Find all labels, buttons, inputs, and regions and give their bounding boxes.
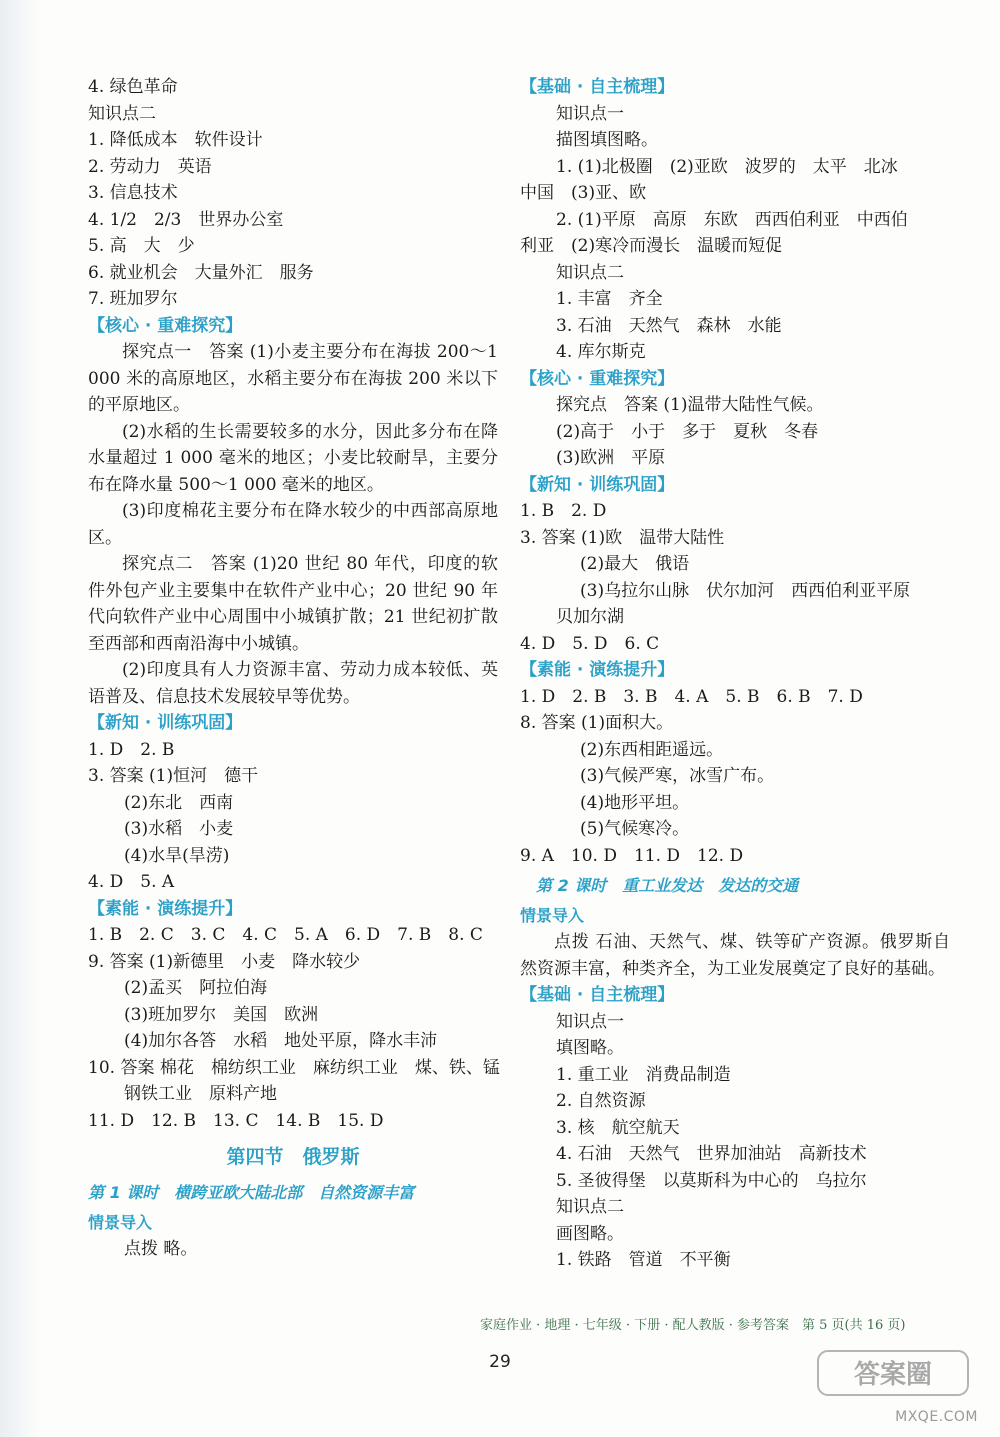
answer-line: 1. B 2. C 3. C 4. C 5. A 6. D 7. B 8. C [88, 925, 483, 945]
answer-line: 2. 劳动力 英语 [88, 156, 212, 177]
answer-line: 8. 答案 (1)面积大。 [520, 713, 674, 733]
answer-line: 1. 铁路 管道 不平衡 [556, 1250, 731, 1270]
answer-line: 1. (1)北极圈 (2)亚欧 波罗的 太平 北冰 [556, 156, 898, 177]
scan-edge-shading [0, 0, 40, 1437]
answer-paragraph: 点拨 石油、天然气、煤、铁等矿产资源。俄罗斯自然资源丰富，种类齐全，为工业发展奠定了良好的基础。 [520, 932, 950, 979]
section-header: 【核心 · 重难探究】 [520, 368, 675, 389]
answer-line: 1. 重工业 消费品制造 [556, 1064, 731, 1085]
answer-line: 知识点二 [556, 262, 624, 283]
answer-line: 4. D 5. A [88, 872, 175, 892]
page-number: 29 [489, 1352, 511, 1372]
answer-line: 4. 1/2 2/3 世界办公室 [88, 209, 284, 230]
answer-line: 探究点 答案 (1)温带大陆性气候。 [556, 395, 824, 415]
section-header: 【基础 · 自主梳理】 [520, 985, 675, 1005]
answer-line: 3. 石油 天然气 森林 水能 [556, 315, 782, 336]
answer-line: 5. 圣彼得堡 以莫斯科为中心的 乌拉尔 [556, 1170, 867, 1191]
answer-line: 10. 答案 棉花 棉纺织工业 麻纺织工业 煤、铁、锰 [88, 1057, 500, 1078]
answer-line: 3. 核 航空航天 [556, 1117, 680, 1138]
answer-line: (2)最大 俄语 [580, 554, 690, 574]
answer-line: 7. 班加罗尔 [88, 289, 178, 309]
answer-line: 贝加尔湖 [556, 607, 624, 627]
answer-line: 1. D 2. B 3. B 4. A 5. B 6. B 7. D [520, 686, 863, 707]
answer-line: (2)东西相距遥远。 [580, 739, 724, 760]
answer-line: 知识点一 [556, 103, 624, 124]
answer-line: 3. 信息技术 [88, 183, 178, 203]
subsection-label: 情景导入 [88, 1213, 153, 1232]
subsection-label: 情景导入 [520, 906, 585, 925]
section-header: 【素能 · 演练提升】 [88, 898, 243, 919]
answer-line: (2)孟买 阿拉伯海 [124, 978, 268, 998]
answer-line: 知识点二 [88, 103, 156, 124]
answer-line: 2. 自然资源 [556, 1091, 646, 1111]
answer-line: 6. 就业机会 大量外汇 服务 [88, 262, 314, 283]
answer-line: (4)加尔各答 水稻 地处平原，降水丰沛 [124, 1031, 438, 1051]
answer-line: 1. 降低成本 软件设计 [88, 130, 263, 150]
answer-line: 钢铁工业 原料产地 [124, 1084, 277, 1104]
right-column [520, 74, 950, 1274]
answer-line: 2. (1)平原 高原 东欧 西西伯利亚 中西伯 [556, 209, 908, 230]
section-header: 【核心 · 重难探究】 [88, 315, 243, 336]
lesson-title: 第 2 课时 重工业发达 发达的交通 [520, 876, 799, 895]
answer-line: 4. 库尔斯克 [556, 342, 646, 362]
answer-line: (5)气候寒冷。 [580, 819, 690, 839]
answer-line: (4)地形平坦。 [580, 792, 690, 813]
section-header: 【基础 · 自主梳理】 [520, 77, 675, 97]
answer-line: 4. 石油 天然气 世界加油站 高新技术 [556, 1144, 867, 1164]
answer-line: 3. 答案 (1)欧 温带大陆性 [520, 527, 725, 548]
answer-paragraph: 探究点一 答案 (1)小麦主要分布在海拔 200～1 000 米的高原地区，水稻主要分布在海拔 200 米以下的平原地区。 [88, 342, 498, 415]
answer-paragraph: (3)印度棉花主要分布在降水较少的中西部高原地区。 [88, 501, 498, 548]
answer-line: (4)水旱(旱涝) [124, 845, 230, 866]
answer-line: 点拨 略。 [124, 1239, 198, 1259]
answer-line: 9. 答案 (1)新德里 小麦 降水较少 [88, 951, 361, 972]
answer-line: (3)欧洲 平原 [556, 448, 666, 468]
answer-line: 知识点一 [556, 1011, 624, 1032]
answer-line: 5. 高 大 少 [88, 236, 195, 256]
answer-line: 4. 绿色革命 [88, 77, 178, 97]
section-header: 【新知 · 训练巩固】 [88, 713, 243, 733]
answer-line: 填图略。 [556, 1038, 624, 1058]
answer-line: (2)高于 小于 多于 夏秋 冬春 [556, 421, 819, 442]
answer-line: (3)乌拉尔山脉 伏尔加河 西西伯利亚平原 [580, 580, 911, 601]
answer-line: (3)气候严寒，冰雪广布。 [580, 766, 775, 786]
answer-line: 11. D 12. B 13. C 14. B 15. D [88, 1110, 384, 1131]
answer-line: 画图略。 [556, 1223, 624, 1244]
answer-line: 知识点二 [556, 1197, 624, 1217]
lesson-title: 第 1 课时 横跨亚欧大陆北部 自然资源丰富 [88, 1183, 415, 1202]
answer-line: 描图填图略。 [556, 130, 658, 150]
answer-line: 1. B 2. D [520, 501, 607, 521]
answer-paragraph: (2)水稻的生长需要较多的水分，因此多分布在降水量超过 1 000 毫米的地区；小麦比较耐旱，主要分布在降水量 500～1 000 毫米的地区。 [88, 421, 498, 495]
answer-line: (3)班加罗尔 美国 欧洲 [124, 1004, 319, 1025]
section-header: 【素能 · 演练提升】 [520, 660, 675, 680]
answer-paragraph: 探究点二 答案 (1)20 世纪 80 年代，印度的软件外包产业主要集中在软件产业中心；20 世纪 90 年代向软件产业中心周围中小城镇扩散；21 世纪初扩散至西部和西南沿海中小城镇。 [88, 554, 498, 654]
section-title: 第四节 俄罗斯 [226, 1146, 360, 1168]
answer-line: 中国 (3)亚、欧 [520, 183, 647, 203]
answer-line: 4. D 5. D 6. C [520, 633, 660, 654]
section-header: 【新知 · 训练巩固】 [520, 474, 675, 495]
answer-line: 9. A 10. D 11. D 12. D [520, 845, 744, 866]
answer-line: 1. 丰富 齐全 [556, 289, 663, 309]
page-footer: 家庭作业 · 地理 · 七年级 · 下册 · 配人教版 · 参考答案 第 5 页(共 16 页) [480, 1318, 906, 1333]
answer-line: 利亚 (2)寒冷而漫长 温暖而短促 [520, 236, 783, 256]
answer-line: 1. D 2. B [88, 739, 175, 760]
answer-line: (2)东北 西南 [124, 792, 234, 813]
watermark-logo-text: 答案圈 [853, 1360, 933, 1390]
answer-paragraph: (2)印度具有人力资源丰富、劳动力成本较低、英语普及、信息技术发展较早等优势。 [88, 660, 498, 707]
answer-line: 3. 答案 (1)恒河 德干 [88, 766, 259, 786]
answer-line: (3)水稻 小麦 [124, 819, 234, 839]
left-column [88, 74, 498, 1263]
watermark-url: MXQE.COM [895, 1409, 978, 1425]
